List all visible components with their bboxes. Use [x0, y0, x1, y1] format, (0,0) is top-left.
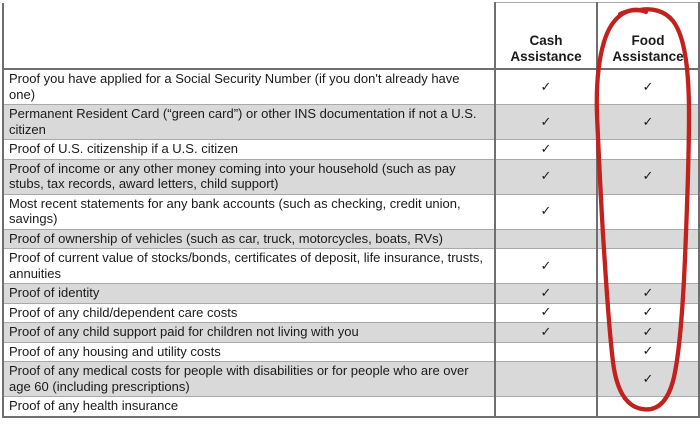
- cash-check-cell: [495, 397, 597, 417]
- cash-check-cell: [495, 362, 597, 397]
- cash-check-cell: ✓: [495, 69, 597, 105]
- cash-check-cell: ✓: [495, 323, 597, 343]
- row-label: Proof of current value of stocks/bonds, certificates of deposit, life insurance, trusts, annuities: [3, 249, 495, 284]
- table-row: [3, 284, 699, 304]
- cash-check-cell: ✓: [495, 194, 597, 229]
- food-check-cell: [597, 397, 699, 417]
- food-check-cell: ✓: [597, 342, 699, 362]
- requirements-table: [2, 2, 700, 418]
- cash-check-cell: ✓: [495, 284, 597, 304]
- row-label: Proof of any housing and utility costs: [3, 342, 495, 362]
- table-row: [3, 140, 699, 160]
- row-label: Proof of any child support paid for children not living with you: [3, 323, 495, 343]
- table-row: [3, 229, 699, 249]
- cash-check-cell: ✓: [495, 159, 597, 194]
- row-label: Proof of ownership of vehicles (such as car, truck, motorcycles, boats, RVs): [3, 229, 495, 249]
- row-label: Proof of any child/dependent care costs: [3, 303, 495, 323]
- table-row: [3, 105, 699, 140]
- row-label: Proof you have applied for a Social Security Number (if you don't already have one): [3, 69, 495, 105]
- food-check-cell: ✓: [597, 69, 699, 105]
- table-row: [3, 159, 699, 194]
- food-check-cell: ✓: [597, 323, 699, 343]
- cash-check-cell: ✓: [495, 303, 597, 323]
- row-label: Proof of U.S. citizenship if a U.S. citizen: [3, 140, 495, 160]
- table-body: [3, 69, 699, 417]
- cash-assistance-header: Cash Assistance: [495, 3, 597, 70]
- table-row: [3, 342, 699, 362]
- food-check-cell: [597, 140, 699, 160]
- row-label: Most recent statements for any bank accounts (such as checking, credit union, savings): [3, 194, 495, 229]
- cash-check-cell: ✓: [495, 105, 597, 140]
- row-label: Permanent Resident Card (“green card”) or other INS documentation if not a U.S. citizen: [3, 105, 495, 140]
- cash-check-cell: [495, 229, 597, 249]
- table-row: [3, 397, 699, 417]
- table-row: [3, 249, 699, 284]
- row-label: Proof of identity: [3, 284, 495, 304]
- food-check-cell: ✓: [597, 303, 699, 323]
- food-check-cell: [597, 249, 699, 284]
- food-check-cell: ✓: [597, 284, 699, 304]
- row-label: Proof of any medical costs for people with disabilities or for people who are over age 60 (including prescriptions): [3, 362, 495, 397]
- table-header: [3, 3, 699, 70]
- corner-header-cell: [3, 3, 495, 70]
- table-row: [3, 69, 699, 105]
- table-row: [3, 303, 699, 323]
- food-check-cell: ✓: [597, 159, 699, 194]
- table-row: [3, 323, 699, 343]
- table-row: [3, 362, 699, 397]
- cash-check-cell: ✓: [495, 249, 597, 284]
- row-label: Proof of any health insurance: [3, 397, 495, 417]
- food-check-cell: [597, 229, 699, 249]
- food-check-cell: [597, 194, 699, 229]
- food-assistance-header: Food Assistance: [597, 3, 699, 70]
- cash-check-cell: [495, 342, 597, 362]
- row-label: Proof of income or any other money coming into your household (such as pay stubs, tax records, award letters, child support): [3, 159, 495, 194]
- food-check-cell: ✓: [597, 105, 699, 140]
- food-check-cell: ✓: [597, 362, 699, 397]
- cash-check-cell: ✓: [495, 140, 597, 160]
- table-row: [3, 194, 699, 229]
